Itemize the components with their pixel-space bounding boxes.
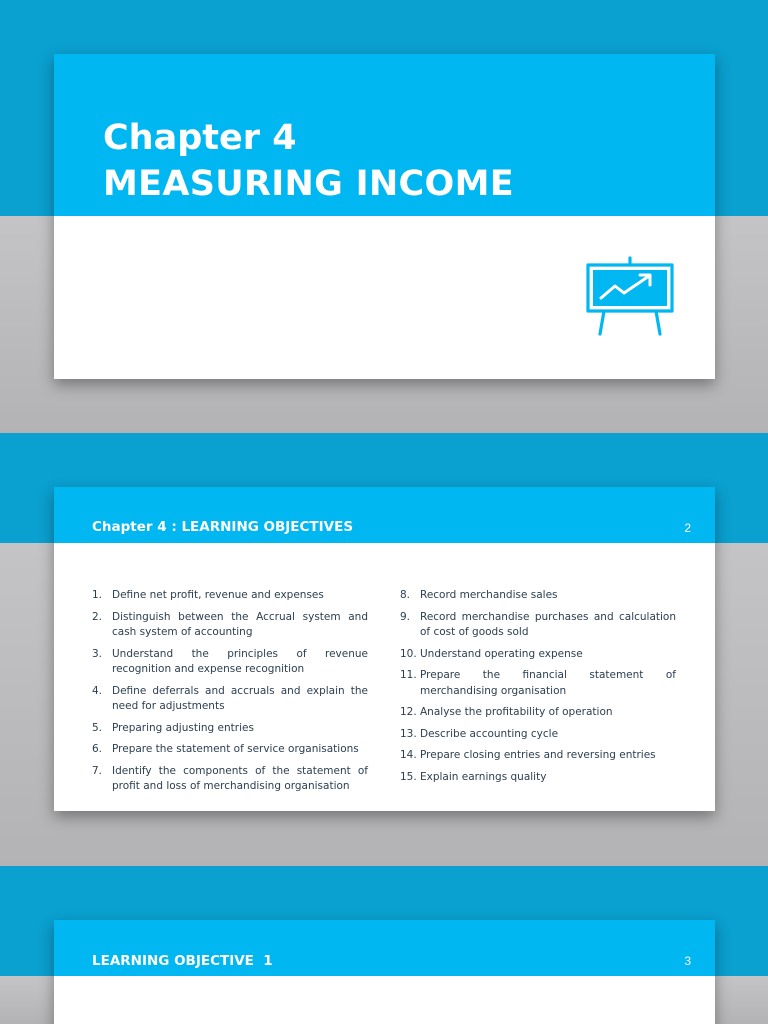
objective-item xyxy=(400,647,676,663)
objective-item xyxy=(400,727,676,743)
objective-item xyxy=(400,705,676,721)
objective-number: 5. xyxy=(92,721,103,734)
objective-item xyxy=(92,610,368,641)
objectives-slide-header xyxy=(54,487,715,543)
learning-objectives-slide[interactable] xyxy=(54,487,715,811)
objective-item xyxy=(92,588,368,604)
objectives-list-right xyxy=(400,588,676,791)
objective-number: 8. xyxy=(400,589,411,601)
objective-item xyxy=(92,721,368,737)
objective-text: Record merchandise sales xyxy=(420,589,558,601)
objectives-list-left xyxy=(92,588,368,801)
objective-number: 15. xyxy=(400,770,417,783)
objective-number: 9. xyxy=(400,610,411,623)
title-slide[interactable] xyxy=(54,54,715,379)
objective-number: 10. xyxy=(400,647,417,660)
objective-text: Identify the components of the statement of profit and loss of merchandising organisation xyxy=(112,764,368,792)
title-slide-header xyxy=(54,54,715,216)
objective-text: Preparing adjusting entries xyxy=(112,721,254,734)
objective-text: Define net profit, revenue and expenses xyxy=(112,589,324,601)
page-number: 3 xyxy=(684,954,691,968)
objective-item xyxy=(400,610,676,641)
objective-number: 13. xyxy=(400,727,417,740)
objective-item xyxy=(400,668,676,699)
chapter-subtitle: MEASURING INCOME xyxy=(103,164,514,204)
objective-number: 3. xyxy=(92,647,103,660)
objective-number: 6. xyxy=(92,743,103,755)
objective-number: 7. xyxy=(92,764,103,777)
objective-text: Prepare the statement of service organisations xyxy=(112,743,359,755)
page-number: 2 xyxy=(684,521,691,535)
objective-number: 1. xyxy=(92,589,103,601)
objective-text: Define deferrals and accruals and explain the need for adjustments xyxy=(112,684,368,712)
objective-text: Prepare the financial statement of merchandising organisation xyxy=(420,669,676,697)
objective-number: 14. xyxy=(400,749,417,761)
learning-objective-1-slide[interactable] xyxy=(54,920,715,1024)
objective-text: Explain earnings quality xyxy=(420,770,547,783)
objective-item xyxy=(400,770,676,786)
objective-text: Understand operating expense xyxy=(420,647,583,660)
objective-text: Record merchandise purchases and calculation of cost of goods sold xyxy=(420,610,676,638)
objective-number: 11. xyxy=(400,669,417,681)
objective-item xyxy=(92,742,368,758)
objective-item xyxy=(92,647,368,678)
objective-number: 2. xyxy=(92,610,103,623)
objective-item xyxy=(92,764,368,795)
objective-number: 12. xyxy=(400,706,417,718)
objectives-heading: Chapter 4 : LEARNING OBJECTIVES xyxy=(92,519,354,535)
objective-item xyxy=(400,748,676,764)
chapter-title: Chapter 4 xyxy=(103,118,297,158)
objective-text: Distinguish between the Accrual system and cash system of accounting xyxy=(112,610,368,638)
presentation-chart-easel-icon xyxy=(584,254,676,340)
objective-text: Prepare closing entries and reversing entries xyxy=(420,749,656,761)
objective-1-heading: LEARNING OBJECTIVE 1 xyxy=(92,953,273,969)
objective-text: Describe accounting cycle xyxy=(420,727,559,740)
objective-text: Analyse the profitability of operation xyxy=(420,706,613,718)
objective-number: 4. xyxy=(92,684,103,697)
objective-item xyxy=(400,588,676,604)
objective-text: Understand the principles of revenue recognition and expense recognition xyxy=(112,647,368,675)
objective-item xyxy=(92,684,368,715)
objective-1-slide-header xyxy=(54,920,715,976)
